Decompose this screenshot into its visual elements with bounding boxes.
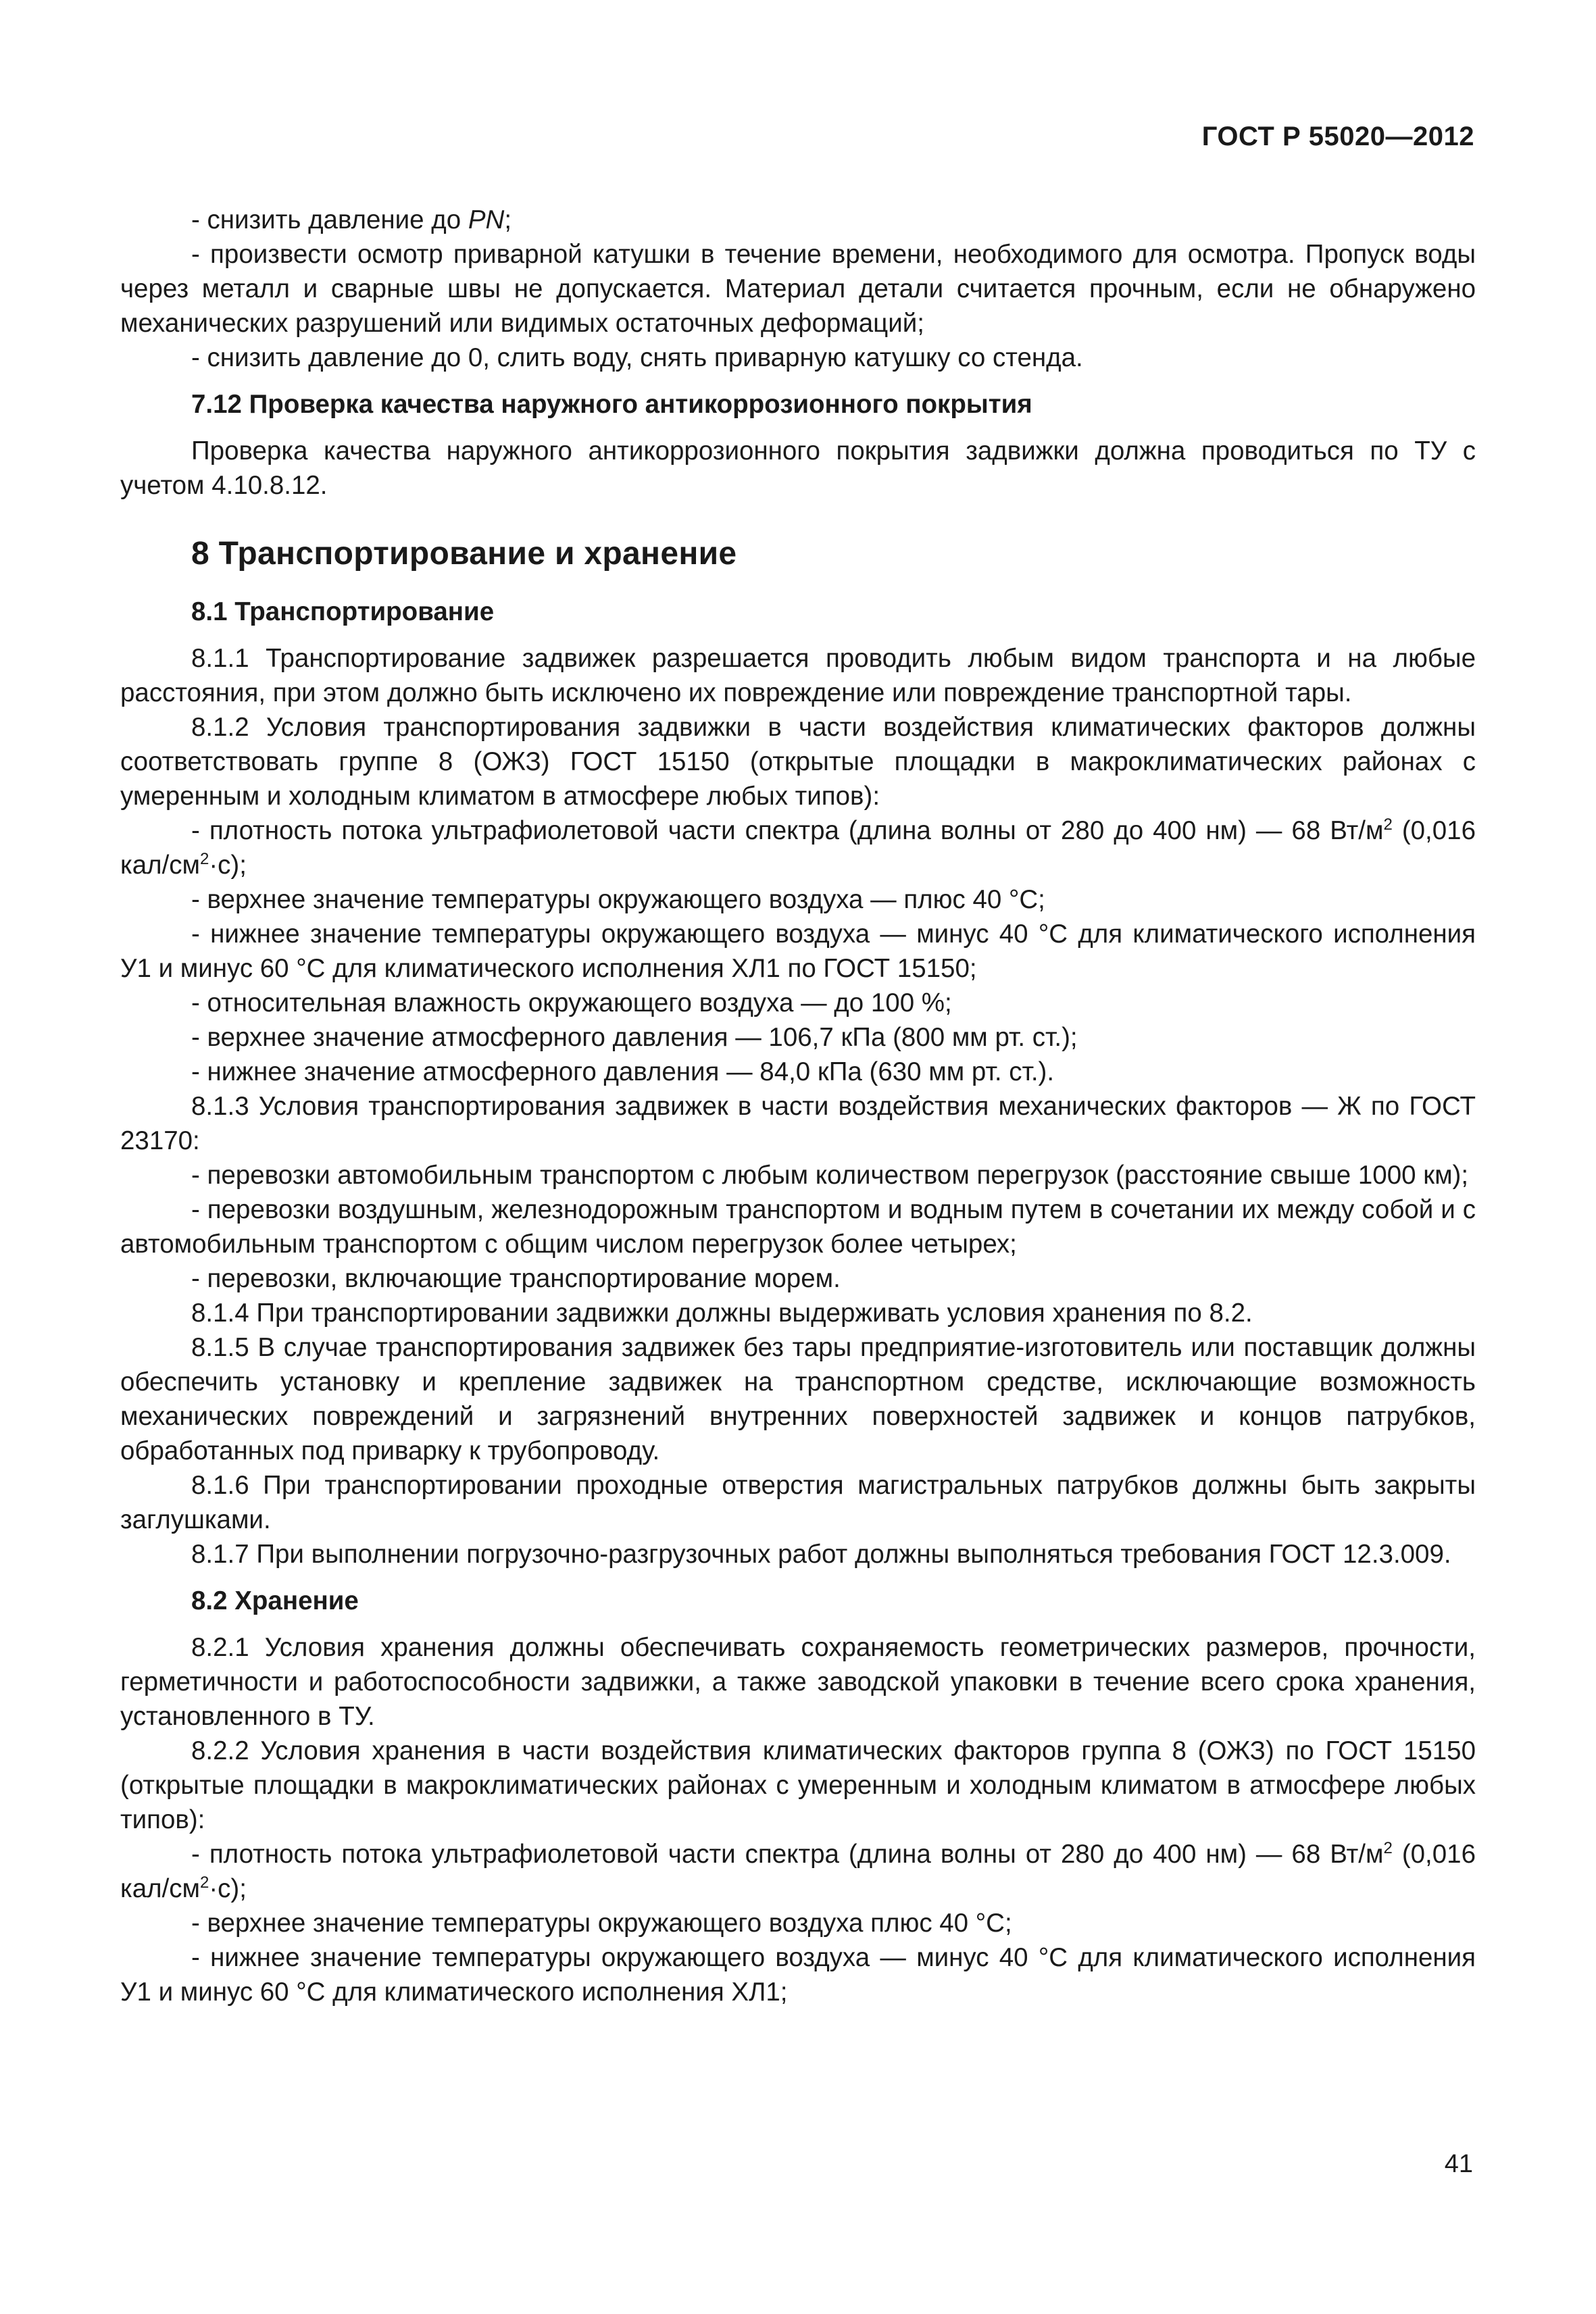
paragraph: 8.1.2 Условия транспортирования задвижки в части воздействия климатических факторов должны соответствовать группе 8 (ОЖЗ) ГОСТ 15150 (открытые площадки в макроклиматических районах с умеренным и холодным климатом в атмосфере любых типов): xyxy=(120,713,1476,811)
document-code-header: ГОСТ Р 55020—2012 xyxy=(1201,122,1474,151)
paragraph: 8.1.5 В случае транспортирования задвижек без тары предприятие-изготовитель или поставщик должны обеспечить установку и крепление задвижек на транспортном средстве, исключающие возможность механических повреждений и загрязнений внутренних поверхностей задвижек и концов патрубков, обработанных под приварку к трубопроводу. xyxy=(120,1333,1476,1465)
paragraph: - нижнее значение температуры окружающего воздуха — минус 40 °С для климатического исполнения У1 и минус 60 °С для климатического исполнения ХЛ1; xyxy=(120,1943,1476,2007)
text: ; xyxy=(504,205,512,234)
text: ·с); xyxy=(209,1874,247,1903)
superscript: 2 xyxy=(199,850,209,869)
superscript: 2 xyxy=(1383,815,1393,834)
text: (0,016 кал/см xyxy=(120,1840,1476,1903)
paragraph: 8.1.1 Транспортирование задвижек разрешается проводить любым видом транспорта и на любые расстояния, при этом должно быть исключено их повреждение или повреждение транспортной тары. xyxy=(120,644,1476,707)
paragraph: 8.1.6 При транспортировании проходные отверстия магистральных патрубков должны быть закрыты заглушками. xyxy=(120,1471,1476,1534)
paragraph: 8.1.7 При выполнении погрузочно-разгрузочных работ должны выполняться требования ГОСТ 12.3.009. xyxy=(191,1540,1451,1569)
paragraph: - снизить давление до 0, слить воду, снять приварную катушку со стенда. xyxy=(191,343,1083,372)
paragraph: - верхнее значение температуры окружающего воздуха плюс 40 °С; xyxy=(191,1909,1012,1938)
superscript: 2 xyxy=(1383,1839,1393,1858)
paragraph: 8.2.1 Условия хранения должны обеспечивать сохраняемость геометрических размеров, прочности, герметичности и работоспособности задвижки, а также заводской упаковки в течение всего срока хранения, установленного в ТУ. xyxy=(120,1633,1476,1731)
paragraph: - перевозки воздушным, железнодорожным транспортом и водным путем в сочетании их между собой и с автомобильным транспортом с общим числом перегрузок более четырех; xyxy=(120,1195,1476,1259)
text: (0,016 кал/см xyxy=(120,816,1476,880)
superscript: 2 xyxy=(199,1873,209,1892)
paragraph: Проверка качества наружного антикоррозионного покрытия задвижки должна проводиться по ТУ с учетом 4.10.8.12. xyxy=(120,436,1476,500)
paragraph xyxy=(120,1837,1476,1906)
paragraph: 8.1.4 При транспортировании задвижки должны выдерживать условия хранения по 8.2. xyxy=(191,1299,1253,1328)
paragraph: 8.1.3 Условия транспортирования задвижек в части воздействия механических факторов — Ж по ГОСТ 23170: xyxy=(120,1092,1476,1155)
text: ·с); xyxy=(209,851,247,880)
section-heading-7-12: 7.12 Проверка качества наружного антикоррозионного покрытия xyxy=(191,390,1032,419)
paragraph: - относительная влажность окружающего воздуха — до 100 %; xyxy=(191,988,952,1017)
paragraph xyxy=(120,813,1476,882)
paragraph: - верхнее значение атмосферного давления — 106,7 кПа (800 мм рт. ст.); xyxy=(191,1023,1078,1052)
page-content xyxy=(120,203,1476,2009)
paragraph: - нижнее значение атмосферного давления — 84,0 кПа (630 мм рт. ст.). xyxy=(191,1057,1055,1086)
paragraph: - перевозки автомобильным транспортом с любым количеством перегрузок (расстояние свыше 1000 км); xyxy=(191,1161,1469,1190)
text: - снизить давление до xyxy=(191,205,468,234)
section-heading-8-1: 8.1 Транспортирование xyxy=(191,597,495,626)
paragraph: - произвести осмотр приварной катушки в течение времени, необходимого для осмотра. Пропуск воды через металл и сварные швы не допускается. Материал детали считается прочным, если не обнаружено механических разрушений или видимых остаточных деформаций; xyxy=(120,240,1476,338)
paragraph: - перевозки, включающие транспортирование морем. xyxy=(191,1264,841,1293)
text: - плотность потока ультрафиолетовой части спектра (длина волны от 280 до 400 нм) — 68 Вт/м xyxy=(191,816,1384,845)
italic-text: PN xyxy=(468,205,505,234)
text: - плотность потока ультрафиолетовой части спектра (длина волны от 280 до 400 нм) — 68 Вт/м xyxy=(191,1840,1384,1869)
section-heading-8: 8 Транспортирование и хранение xyxy=(191,536,737,572)
paragraph xyxy=(120,203,1476,237)
page-number: 41 xyxy=(1444,2150,1473,2178)
paragraph: - верхнее значение температуры окружающего воздуха — плюс 40 °С; xyxy=(191,885,1045,914)
section-heading-8-2: 8.2 Хранение xyxy=(191,1586,359,1615)
paragraph: 8.2.2 Условия хранения в части воздействия климатических факторов группа 8 (ОЖЗ) по ГОСТ 15150 (открытые площадки в макроклиматических районах с умеренным и холодным климатом в атмосфере любых типов): xyxy=(120,1736,1476,1834)
paragraph: - нижнее значение температуры окружающего воздуха — минус 40 °С для климатического исполнения У1 и минус 60 °С для климатического исполнения ХЛ1 по ГОСТ 15150; xyxy=(120,920,1476,983)
